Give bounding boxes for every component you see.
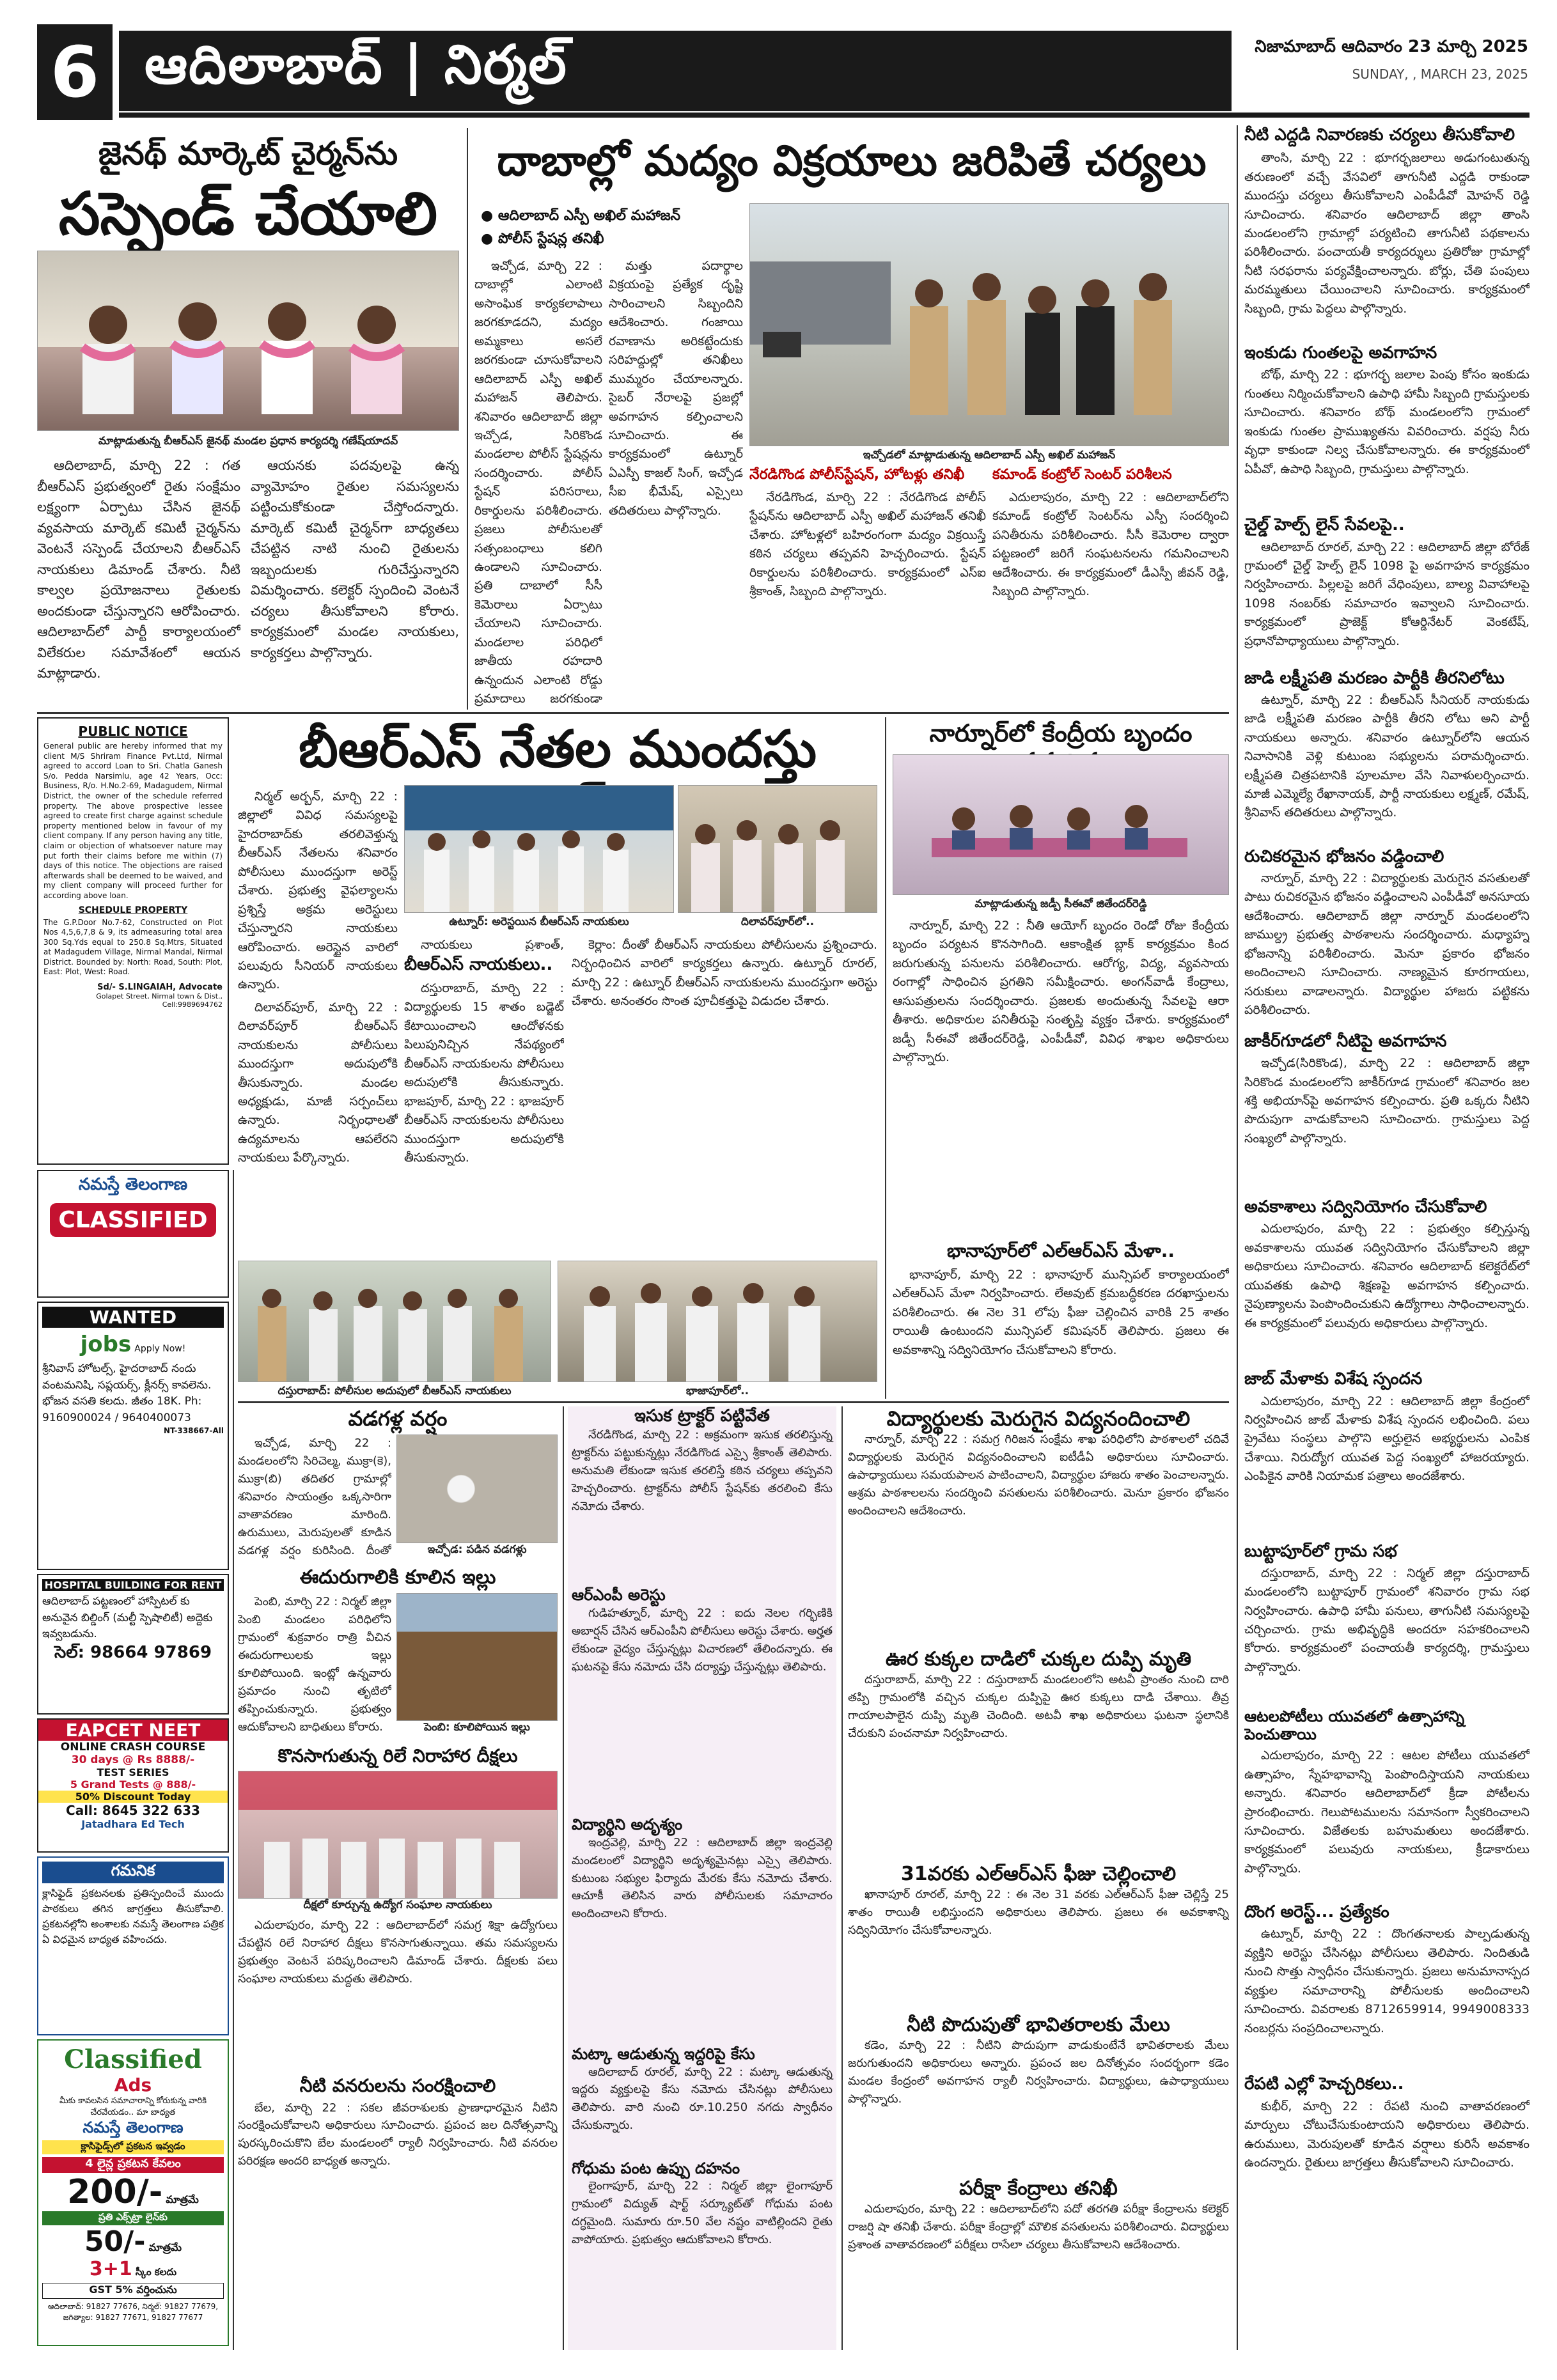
dhaba-bullet-2: ● పోలీస్ స్టేషన్ల తనిఖీ — [481, 231, 604, 247]
dhaba-text-4: ఎదులాపురం, మార్చి 22 : ఆదిలాబాద్‌లోని కమాండ్ కంట్రోల్ సెంటర్‌ను ఎస్పీ సందర్శించి పనితీరును పరిశీలించారు. సీసీ కెమెరాల ద్వారా పట్టణంలో జరిగే సంఘటనలను గమనించాలని ఆదేశించారు. ఈ కార్యక్రమంలో డీఎస్పీ జీవన్ రెడ్డి, సిబ్బంది పాల్గొన్నారు. — [992, 490, 1229, 599]
eapcet-title: EAPCET NEET — [38, 1720, 228, 1741]
hail-text: ఇచ్చోడ, మార్చి 22 : మండలంలోని సిరిచెల్మ, ముక్రా(కె), ముక్రా(బి) తదితర గ్రామాల్లో శనివారం సాయంత్రం ఒక్కసారిగా వాతావరణం మారింది. ఉరుములు, మెరుపులతో కూడిన వడగళ్ల వర్షం కురిసింది. దీంతో — [238, 1436, 391, 1557]
water-sub-5: రుచికరమైన భోజనం వడ్డించాలి — [1244, 846, 1444, 866]
save-water-headline: నీటి పొదుపుతో భావితరాలకు మేలు — [907, 2014, 1170, 2037]
water-sub-4: జాడి లక్ష్మీపతి మరణం పార్టీకి తీరనిలోటు — [1244, 668, 1505, 688]
deer-headline: ఊర కుక్కల దాడిలో చుక్కల దుప్పి మృతి — [885, 1648, 1192, 1671]
water-sub-8: జాబ్ మేళాకు విశేష స్పందన — [1244, 1369, 1423, 1389]
dhaba-photo-caption: ఇచ్చోడలో మాట్లాడుతున్న ఆదిలాబాద్ ఎస్పీ అఖిల్ మహాజన్ — [863, 449, 1116, 462]
lrs-text: ఖానాపూర్ రూరల్, మార్చి 22 : ఈ నెల 31 వరకు ఎల్ఆర్ఎస్ ఫీజు చెల్లిస్తే 25 శాతం రాయితీ లభిస్తుందని అధికారులు తెలిపారు. ప్రజలు ఈ అవకాశాన్ని సద్వినియోగం చేసుకోవాలన్నారు. — [848, 1888, 1229, 1938]
dhaba-body-col1 — [474, 257, 602, 710]
promo-50-suffix: మాత్రమే — [148, 2241, 182, 2254]
wanted-title: WANTED — [42, 1307, 224, 1328]
eapcet-test: TEST SERIES — [97, 1766, 169, 1778]
deer-text: దస్తురాబాద్, మార్చి 22 : దస్తురాబాద్ మండలంలోని అటవీ ప్రాంతం నుంచి దారి తప్పి గ్రామంలోకి వచ్చిన చుక్కల దుప్పిపై ఊర కుక్కలు దాడి చేశాయి. తీవ్ర గాయాలపాలైన దుప్పి మృతి చెందింది. అటవీ శాఖ అధికారులు ఘటనా స్థలానికి చేరుకుని పంచనామా నిర్వహించారు. — [848, 1673, 1229, 1741]
edu-body — [848, 1431, 1229, 1648]
jainath-body-col2 — [251, 455, 459, 711]
eapcet-call: Call: 8645 322 633 — [66, 1803, 200, 1818]
wanted-ad — [37, 1302, 229, 1570]
promo-line1: మీకు కావలసిన సమాచారాన్ని కోరుకున్న వారికి చేరవేయడం.. మా బాధ్యత — [59, 2096, 207, 2118]
brs-sub-1: బీఆర్ఎస్ నాయకులు.. — [404, 955, 553, 974]
notice-address: Golapet Street, Nirmal town & Dist., Cell:9989694762 — [96, 992, 223, 1009]
edu-headline: విద్యార్థులకు మెరుగైన విద్యనందించాలి — [886, 1406, 1191, 1431]
promo-50: 50/- — [84, 2225, 146, 2259]
house-text: పెంబి, మార్చి 22 : నిర్మల్ జిల్లా పెంబి మండలం పరిధిలోని గ్రామంలో శుక్రవారం రాత్రి వీచిన ఈదురుగాలులకు ఇల్లు కూలిపోయింది. ఇంట్లో ఉన్నవారు ప్రమాదం నుంచి తృటిలో తప్పించుకున్నారు. ప్రభుత్వం ఆదుకోవాలని బాధితులు కోరారు. — [238, 1595, 391, 1734]
eapcet-fee: 30 days @ Rs 8888/- — [71, 1754, 195, 1766]
water-body-9 — [1244, 1564, 1530, 1705]
water-sub-2: ఇంకుడు గుంతలపై అవగాహన — [1244, 343, 1437, 363]
hunger-photo — [238, 1771, 558, 1899]
notice-signer: Sd/- S.LINGAIAH, Advocate — [97, 983, 223, 993]
water-text-12: కుభీర్, మార్చి 22 : రేపటి నుంచి వాతావరణంలో మార్పులు చోటుచేసుకుంటాయని అధికారులు తెలిపారు. ఉరుములు, మెరుపులతో కూడిన వర్షాలు కురిసే అవకాశం ఉందన్నారు. రైతులు జాగ్రత్తలు తీసుకోవాలని సూచించారు. — [1244, 2099, 1530, 2170]
public-notice-title: PUBLIC NOTICE — [78, 724, 188, 739]
notice-box — [37, 1856, 229, 2035]
water-text-7: ఎదులాపురం, మార్చి 22 : ప్రభుత్వం కల్పిస్తున్న అవకాశాలను యువత సద్వినియోగం చేసుకోవాలని జిల్లా అధికారులు సూచించారు. శనివారం ఆదిలాబాద్ కలెక్టరేట్‌లో యువతకు ఉపాధి శిక్షణపై అవగాహన కల్పించారు. నైపుణ్యాలను పెంపొందించుకుని ఉద్యోగాలు సాధించాలన్నారు. ఈ కార్యక్రమంలో పలువురు అధికారులు పాల్గొన్నారు. — [1244, 1222, 1530, 1330]
water-body-6 — [1244, 1054, 1530, 1195]
edu-text: నార్నూర్, మార్చి 22 : సమగ్ర గిరిజన సంక్షేమ శాఖ పరిధిలోని పాఠశాలలో చదివే విద్యార్థులకు మెరుగైన విద్యనందించాలని ఐటీడీఏ అధికారులు సూచించారు. ఉపాధ్యాయులు సమయపాలన పాటించాలని, విద్యార్థుల హాజరు శాతం పెంచాలన్నారు. ఆశ్రమ పాఠశాలలను సందర్శించి వసతులను పరిశీలించారు. మెనూ ప్రకారం భోజనం అందించాలని ఆదేశించారు. — [848, 1433, 1229, 1518]
brs-text-2b: దస్తురాబాద్, మార్చి 22 : విద్యార్థులకు 15 శాతం బడ్జెట్ కేటాయించాలని ఆందోళనకు పిలుపునిచ్చిన నేపథ్యంలో బీఆర్ఎస్ నాయకులను పోలీసులు అదుపులోకి తీసుకున్నారు. భాజపూర్, మార్చి 22 : భాజపూర్ బీఆర్ఎస్ నాయకులను పోలీసులు ముందస్తుగా అదుపులోకి తీసుకున్నారు. — [404, 981, 564, 1165]
water-sub-11: దొంగ అరెస్ట్... ప్రత్యేకం — [1244, 1902, 1389, 1922]
press-meet-figures — [38, 251, 459, 431]
narnoor-photo — [893, 754, 1229, 895]
column-rule — [885, 717, 886, 1399]
house-photo — [396, 1593, 558, 1721]
matka-text: ఆదిలాబాద్ రూరల్, మార్చి 22 : మట్కా ఆడుతున్న ఇద్దరు వ్యక్తులపై కేసు నమోదు చేసినట్లు పోలీసులు తెలిపారు. వారి నుంచి రూ.10.250 నగదు స్వాధీనం చేసుకున్నారు. — [572, 2065, 833, 2133]
missing-text: ఇంద్రవెల్లి, మార్చి 22 : ఆదిలాబాద్ జిల్లా ఇంద్రవెల్లి మండలంలో విద్యార్థిని అదృశ్యమైనట్లు ఎస్సై తెలిపారు. కుటుంబ సభ్యుల ఫిర్యాదు మేరకు కేసు నమోదు చేశారు. ఆచూకీ తెలిసిన వారు పోలీసులకు సమాచారం అందించాలని కోరారు. — [572, 1835, 833, 1921]
water-text-3: ఆదిలాబాద్ రూరల్, మార్చి 22 : ఆదిలాబాద్ జిల్లా బోరేజ్ గ్రామంలో చైల్డ్ హెల్ప్ లైన్ 1098 పై అవగాహన కార్యక్రమం నిర్వహించారు. పిల్లలపై జరిగే వేధింపులు, బాల్య వివాహాలపై 1098 నంబర్‌కు సమాచారం ఇవ్వాలని సూచించారు. కార్యక్రమంలో ప్రాజెక్ట్ కోఆర్డినేటర్ వెంకటేష్, ప్రధానోపాధ్యాయులు పాల్గొన్నారు. — [1244, 540, 1530, 648]
column-rule — [467, 128, 468, 710]
tractor-text: నేరడిగొండ, మార్చి 22 : అక్రమంగా ఇసుక తరలిస్తున్న ట్రాక్టర్‌ను పట్టుకున్నట్లు నేరడిగొండ ఎస్సై శ్రీకాంత్ తెలిపారు. అనుమతి లేకుండా ఇసుక తరలిస్తే కఠిన చర్యలు తప్పవని హెచ్చరించారు. ట్రాక్టర్‌ను పోలీస్ స్టేషన్‌కు తరలించి కేసు నమోదు చేశారు. — [572, 1428, 833, 1513]
rmp-text: గుడిహత్నూర్, మార్చి 22 : ఐదు నెలల గర్భిణికి అబార్షన్ చేసిన ఆర్ఎంపీని పోలీసులు అరెస్టు చేశారు. అర్హత లేకుండా వైద్యం చేస్తున్నట్లు విచారణలో తేలిందన్నారు. ఈ ఘటనపై కేసు నమోదు చేసి దర్యాప్తు చేస్తున్నట్లు తెలిపారు. — [572, 1606, 833, 1674]
schedule-title: SCHEDULE PROPERTY — [78, 905, 188, 915]
classified-brand: నమస్తే తెలంగాణ — [78, 1175, 188, 1194]
water-sub-3: చైల్డ్ హెల్ప్ లైన్ సేవలపై.. — [1244, 515, 1405, 535]
section-rule — [238, 1401, 1229, 1403]
eapcet-test2: 5 Grand Tests @ 888/- — [70, 1778, 196, 1791]
rmp-headline: ఆర్ఎంపీ అరెస్టు — [572, 1586, 666, 1605]
eapcet-ad — [37, 1718, 229, 1853]
brs-caption-1: ఉట్నూర్: అరెస్టయిన బీఆర్ఎస్ నాయకులు — [449, 915, 629, 928]
brs-text-1b: దిలావర్‌పూర్, మార్చి 22 : దిలావర్‌పూర్ బీఆర్ఎస్ నాయకులను పోలీసులు ముందస్తుగా అదుపులోకి తీసుకున్నారు. మండల అధ్యక్షుడు, మాజీ సర్పంచ్‌లు ఉన్నారు. నిర్బంధాలతో ఉద్యమాలను ఆపలేరని నాయకులు పేర్కొన్నారు. — [238, 1000, 398, 1165]
water-sub-9: బుట్టాపూర్‌లో గ్రామ సభ — [1244, 1541, 1397, 1561]
promo-phones: ఆదిలాబాద్: 91827 77676, నిర్మల్: 91827 77679, జగిత్యాల: 91827 77671, 91827 77677 — [47, 2302, 219, 2322]
dhaba-text-3: నేరడిగొండ, మార్చి 22 : నేరడిగొండ పోలీస్ స్టేషన్‌ను ఆదిలాబాద్ ఎస్పీ అఖిల్ మహాజన్ తనిఖీ చేశారు. హోటళ్లలో బహిరంగంగా మద్యం విక్రయిస్తే కఠిన చర్యలు తప్పవని హెచ్చరించారు. స్టేషన్ రికార్డులను పరిశీలించారు. కార్యక్రమంలో ఎస్ఐ శ్రీకాంత్, సిబ్బంది పాల్గొన్నారు. — [749, 490, 986, 599]
promo-extra: ప్రతి ఎక్స్‌ట్రా లైన్‌కు — [42, 2211, 224, 2225]
bhajapur-figures — [558, 1261, 877, 1382]
right-column — [1244, 125, 1530, 2350]
water-text: తాంసి, మార్చి 22 : భూగర్భజలాలు అడుగంటుతున్న తరుణంలో వచ్చే వేసవిలో తాగునీటి ఎద్దడి రాకుండా ముందస్తు చర్యలు తీసుకోవాలని ఎంపీడీవో మోహన్ రెడ్డి సూచించారు. శనివారం ఆదిలాబాద్ జిల్లా తాంసి మండలంలోని గ్రామాల్లో పర్యటించి తాగునీటి పథకాలను పరిశీలించారు. పంచాయతీ కార్యదర్శులు ప్రతిరోజు గ్రామాల్లో నీటి సరఫరాను పర్యవేక్షించాలన్నారు. బోర్లు, చేతి పంపులు మరమ్మతులు చేయించాలని సూచించారు. కార్యక్రమంలో సిబ్బంది, గ్రామ పెద్దలు పాల్గొన్నారు. — [1244, 151, 1530, 316]
eapcet-sub: ONLINE CRASH COURSE — [60, 1741, 206, 1754]
hail-column — [238, 1406, 558, 2350]
missing-body — [568, 1834, 836, 2045]
eapcet-brand: Jatadhara Ed Tech — [81, 1818, 185, 1830]
water-body-3 — [1244, 538, 1530, 666]
brs-body-col2 — [404, 979, 564, 1261]
promo-200: 200/- — [67, 2173, 163, 2212]
dhaba-text-1: ఇచ్చోడ, మార్చి 22 : దాబాల్లో ఎలాంటి అసాంఘిక కార్యకలాపాలు జరగకూడదని, మద్యం అమ్మకాలు అసలే జరగకుండా చూసుకోవాలని ఆదిలాబాద్ ఎస్పీ అఖిల్ మహాజన్ తెలిపారు. శనివారం ఆదిలాబాద్ జిల్లా ఇచ్చోడ, సిరికొండ మండలాల పోలీస్ స్టేషన్లను సందర్శించారు. పోలీస్ స్టేషన్ పరిసరాలు, రికార్డులను పరిశీలించారు. ప్రజలు పోలీసులతో సత్సంబంధాలు కలిగి ఉండాలని సూచించారు. ప్రతి దాబాలో సీసీ కెమెరాలు ఏర్పాటు చేయాలని సూచించారు. మండలాల పరిధిలో జాతీయ రహదారి ఉన్నందున ఎలాంటి రోడ్డు ప్రమాదాలు జరగకుండా — [474, 259, 602, 706]
dhaba-sub-neradigonda: నేరడిగొండ పోలీస్‌స్టేషన్, హోటళ్లు తనిఖీ — [749, 467, 965, 483]
water-text-5: నార్నూర్, మార్చి 22 : విద్యార్థులకు మెరుగైన వసతులతో పాటు రుచికరమైన భోజనం వడ్డించాలని ఎంపీడీవో అనసూయ ఆదేశించారు. ఆదిలాబాద్ జిల్లా నార్నూర్ మండలంలోని జాముల్ద్ర ప్రభుత్వ పాఠశాలను సందర్శించారు. మధ్యాహ్న భోజనాన్ని పరిశీలించారు. మెనూ ప్రకారం భోజనం అందించాలని సూచించారు. నాణ్యమైన కూరగాయలు, సరుకులు వాడాలన్నారు. విద్యార్థుల హాజరు పట్టికను పరిశీలించారు. — [1244, 871, 1530, 1017]
water-text-4: ఉట్నూర్, మార్చి 22 : బీఆర్ఎస్ సీనియర్ నాయకుడు జాడి లక్ష్మీపతి మరణం పార్టీకి తీరని లోటు అని పార్టీ నాయకులు అన్నారు. శనివారం ఉట్నూర్‌లోని ఆయన నివాసానికి వెళ్లి కుటుంబ సభ్యులను పరామర్శించారు. లక్ష్మీపతి చిత్రపటానికి పూలమాల వేసి నివాళులర్పించారు. మాజీ ఎమ్మెల్యే రేఖానాయక్, పార్టీ నాయకులు లక్ష్మణ్, రమేష్, శ్రీనివాస్ తదితరులు పాల్గొన్నారు. — [1244, 692, 1530, 820]
hunger-body — [238, 1917, 558, 2070]
narnoor-sub: భానాపూర్‌లో ఎల్ఆర్ఎస్ మేళా.. — [946, 1240, 1175, 1261]
hunger-text: ఎదులాపురం, మార్చి 22 : ఆదిలాబాద్‌లో సమగ్ర శిక్షా ఉద్యోగులు చేపట్టిన రిలే నిరాహార దీక్షలు కొనసాగుతున్నాయి. తమ సమస్యలను ప్రభుత్వం వెంటనే పరిష్కరించాలని డిమాండ్ చేశారు. దీక్షలకు పలు సంఘాల నాయకులు మద్దతు తెలిపారు. — [238, 1918, 558, 1986]
jainath-body-col1 — [37, 455, 240, 711]
narnoor-body-2 — [893, 1266, 1229, 1394]
wheat-body — [568, 2177, 836, 2286]
brs-text-3: కెర్లాం: దీంతో బీఆర్ఎస్ నాయకులు పోలీసులను ప్రశ్నించారు. నిర్బంధించిన వారిలో కార్యకర్తలు ఉన్నారు. ఉట్నూర్ రూరల్, మార్చి 22 : ఉట్నూర్ బీఆర్ఎస్ నాయకులను ముందస్తుగా అరెస్టు చేశారు. అనంతరం సొంత పూచీకత్తుపై విడుదల చేశారు. — [572, 938, 877, 1009]
public-notice — [37, 717, 229, 1165]
water-body-12 — [1244, 2097, 1530, 2200]
column-rule — [233, 1170, 234, 2350]
classifieds-column — [37, 1170, 229, 2350]
brs-text-1: నిర్మల్ అర్బన్, మార్చి 22 : జిల్లాలో వివిధ సమస్యలపై హైదరాబాద్‌కు తరలివెళ్తున్న బీఆర్ఎస్ నేతలను శనివారం పోలీసులు ముందస్తుగా అరెస్ట్ చేశారు. ప్రభుత్వ వైఫల్యాలను ప్రశ్నిస్తే అక్రమ అరెస్టులు చేస్తున్నారని నాయకులు ఆరోపించారు. అరెస్టైన వారిలో పలువురు సీనియర్ నాయకులు ఉన్నారు. — [238, 789, 398, 992]
dhaba-body-col2 — [609, 257, 743, 710]
brs-photo-1 — [404, 785, 674, 913]
dasturabad-police-figures — [239, 1261, 551, 1382]
missing-headline: విద్యార్థిని అదృశ్యం — [572, 1815, 683, 1833]
deer-body — [848, 1671, 1229, 1863]
brs-text-2: నాయకులు ప్రశాంత్, — [421, 938, 564, 951]
hunger-headline: కొనసాగుతున్న రిలే నిరాహార దీక్షలు — [278, 1745, 518, 1767]
promo-gst: GST 5% వర్తించును — [42, 2283, 224, 2299]
water-body-7 — [1244, 1220, 1530, 1367]
water-sub-10: ఆటలపోటీలు యువతలో ఉత్సాహాన్ని పెంచుతాయి — [1244, 1707, 1465, 1744]
water-resources-body — [238, 2099, 558, 2227]
hospital-phone: సెల్: 98664 97869 — [54, 1642, 212, 1662]
water-sub-6: జాకీర్‌గూడలో నీటిపై అవగాహన — [1244, 1031, 1447, 1051]
brs-photo-3 — [238, 1261, 551, 1382]
dhaba-photo — [749, 203, 1229, 446]
lrs-headline: 31వరకు ఎల్ఆర్ఎస్ ఫీజు చెల్లించాలి — [900, 1863, 1177, 1886]
tractor-body — [568, 1426, 836, 1586]
dhaba-headline: దాబాల్లో మద్యం విక్రయాలు జరిపితే చర్యలు — [497, 136, 1207, 185]
dhaba-text-2: మత్తు పదార్థాల విక్రయంపై ప్రత్యేక దృష్టి సారించాలని సిబ్బందిని ఆదేశించారు. గంజాయి రవాణాను అరికట్టేందుకు సరిహద్దుల్లో తనిఖీలు ముమ్మరం చేయాలన్నారు. సైబర్ నేరాలపై ప్రజల్లో అవగాహన కల్పించాలని సూచించారు. ఈ కార్యక్రమంలో ఉట్నూర్ ఏఎస్పీ కాజల్ సింగ్, ఇచ్చోడ సీఐ భీమేష్, ఎస్సైలు తదితరులు పాల్గొన్నారు. — [609, 259, 743, 518]
promo-4lines: 4 లైన్ల ప్రకటన కేవలం — [42, 2157, 224, 2173]
classified-label: CLASSIFIED — [50, 1203, 216, 1237]
dhaba-bullet-2-text: పోలీస్ స్టేషన్ల తనిఖీ — [497, 231, 604, 247]
house-body — [238, 1593, 391, 1740]
brs-body-col2-top — [404, 936, 564, 951]
wheat-headline: గోధుమ పంట ఉప్పు దహనం — [572, 2159, 740, 2177]
water-resources-headline: నీటి వనరులను సంరక్షించాలి — [299, 2074, 496, 2096]
notice-title: గమనిక — [42, 1862, 224, 1883]
narnoor-headline: నార్నూర్‌లో కేంద్రీయ బృందం — [929, 719, 1193, 747]
hospital-body: ఆదిలాబాద్ పట్టణంలో హాస్పిటల్ కు అనువైన బిల్డింగ్ (మల్టీ స్పెషాలిటీ) అద్దెకు ఇవ్వబడును. — [42, 1595, 213, 1640]
save-water-body — [848, 2037, 1229, 2177]
jainath-headline-2: సస్పెండ్ చేయాలి — [58, 180, 438, 248]
brs-photo-2 — [678, 785, 877, 913]
dilawarpur-figures — [678, 786, 877, 913]
promo-ads: Ads — [114, 2074, 152, 2096]
page-title: ఆదిలాబాద్ | నిర్మల్ — [119, 31, 1232, 111]
hail-photo — [396, 1435, 558, 1543]
water-resources-text: బేల, మార్చి 22 : సకల జీవరాశులకు ప్రాణాధారమైన నీటిని సంరక్షించుకోవాలని అధికారులు సూచించారు. ప్రపంచ జల దినోత్సవాన్ని పురస్కరించుకొని బేల మండలంలో ర్యాలీ నిర్వహించారు. నీటి వనరుల పరిరక్షణ అందరి బాధ్యత అన్నారు. — [238, 2101, 558, 2168]
save-water-text: కడెం, మార్చి 22 : నీటిని పొదుపుగా వాడుకుంటేనే భావితరాలకు మేలు జరుగుతుందని అధికారులు అన్నారు. ప్రపంచ జల దినోత్సవం సందర్భంగా కడెం మండల కేంద్రంలో అవగాహన ర్యాలీ నిర్వహించారు. విద్యార్థులు, ఉపాధ్యాయులు పాల్గొన్నారు. — [848, 2039, 1229, 2106]
dhaba-sub-command: కమాండ్ కంట్రోల్ సెంటర్ పరిశీలన — [992, 467, 1172, 483]
column-rule — [563, 1406, 564, 2350]
water-body-10 — [1244, 1746, 1530, 1900]
education-column — [848, 1406, 1229, 2350]
water-text-10: ఎదులాపురం, మార్చి 22 : ఆటల పోటీలు యువతలో ఉత్సాహం, స్నేహభావాన్ని పెంపొందిస్తాయని నాయకులు అన్నారు. శనివారం ఆదిలాబాద్‌లో క్రీడా పోటీలను ప్రారంభించారు. గెలుపోటములను సమానంగా స్వీకరించాలని సూచించారు. విజేతలకు బహుమతులు అందజేశారు. కార్యక్రమంలో పలువురు నాయకులు, క్రీడాకారులు పాల్గొన్నారు. — [1244, 1748, 1530, 1876]
classified-ads-promo — [37, 2039, 229, 2346]
dhaba-bullet-1-text: ఆదిలాబాద్ ఎస్పీ అఖిల్ మహాజన్ — [497, 208, 681, 224]
promo-31: 3+1 — [89, 2258, 132, 2281]
promo-31-suffix: స్కీం కలదు — [135, 2266, 177, 2278]
matka-body — [568, 2064, 836, 2159]
promo-title: Classified — [64, 2044, 202, 2074]
notice-body: క్లాసిఫైడ్ ప్రకటనలకు ప్రతిస్పందించే ముందు పాఠకులు తగిన జాగ్రత్తలు తీసుకోవాలి. ప్రకటనల్లోని అంశాలకు నమస్తే తెలంగాణ పత్రిక ఏ విధమైన బాధ్యత వహించదు. — [42, 1887, 224, 1945]
eapcet-discount: 50% Discount Today — [38, 1791, 228, 1803]
water-body-8 — [1244, 1392, 1530, 1539]
water-body — [1244, 149, 1530, 341]
schedule-body: The G.P.Door No.7-62, Constructed on Plot Nos 4,5,6,7,8 & 9, its admeasuring total area 300 Sq.Yds equal to 250.8 Sq.Mtrs, Situated at Madagudem Village, Nirmal Mandal, Nirmal District. Bounded by: North: Road, South: Plot, East: Plot, West: Road. — [43, 917, 223, 977]
meeting-figures — [893, 755, 1229, 895]
water-headline: నీటి ఎద్దడి నివారణకు చర్యలు తీసుకోవాలి — [1244, 125, 1515, 144]
narnoor-body — [893, 917, 1229, 1236]
water-text-9: దస్తురాబాద్, మార్చి 22 : నిర్మల్ జిల్లా దస్తురాబాద్ మండలంలోని బుట్టాపూర్ గ్రామంలో శనివారం గ్రామ సభ నిర్వహించారు. ఉపాధి హామీ పనులు, తాగునీటి సమస్యలపై చర్చించారు. గ్రామ అభివృద్ధికి అందరూ సహకరించాలని కోరారు. కార్యక్రమంలో పంచాయతీ కార్యదర్శి, గ్రామస్తులు పాల్గొన్నారు. — [1244, 1566, 1530, 1674]
exam-text: ఎదులాపురం, మార్చి 22 : ఆదిలాబాద్‌లోని పదో తరగతి పరీక్షా కేంద్రాలను కలెక్టర్ రాజర్షి షా తనిఖీ చేశారు. పరీక్షా కేంద్రాల్లో మౌలిక వసతులను పరిశీలించారు. విద్యార్థులు ప్రశాంత వాతావరణంలో పరీక్షలు రాసేలా చర్యలు తీసుకోవాలని ఆదేశించారు. — [848, 2202, 1229, 2252]
brs-body-col3 — [572, 936, 877, 1261]
promo-brand: నమస్తే తెలంగాణ — [82, 2119, 184, 2137]
exam-body — [848, 2200, 1229, 2309]
brs-photo-4 — [558, 1261, 877, 1382]
hospital-title: HOSPITAL BUILDING FOR RENT — [42, 1579, 224, 1591]
house-caption: పెంబి: కూలిపోయిన ఇల్లు — [424, 1721, 530, 1734]
promo-sub: క్లాసిఫైడ్స్‌లో ప్రకటన ఇవ్వడం — [42, 2140, 224, 2154]
jobs-logo: jobs — [80, 1332, 132, 1357]
masthead-rule — [119, 113, 1530, 118]
jainath-photo — [37, 251, 459, 431]
exam-headline: పరీక్షా కేంద్రాలు తనిఖీ — [959, 2177, 1118, 2200]
dhaba-body-col4 — [992, 488, 1229, 710]
column-rule — [1237, 125, 1238, 2350]
matka-headline: మట్కా ఆడుతున్న ఇద్దరిపై కేసు — [572, 2044, 755, 2063]
brs-caption-4: భాజాపూర్‌లో.. — [685, 1385, 749, 1397]
narnoor-text-2: భానాపూర్, మార్చి 22 : భానాపూర్ మున్సిపల్ కార్యాలయంలో ఎల్ఆర్ఎస్ మేళా నిర్వహించారు. లేఅవుట్ క్రమబద్ధీకరణ దరఖాస్తులను పరిశీలించారు. ఈ నెల 31 లోపు ఫీజు చెల్లించిన వారికి 25 శాతం రాయితీ ఉంటుందని మున్సిపల్ కమిషనర్ తెలిపారు. ప్రజలు ఈ అవకాశాన్ని సద్వినియోగం చేసుకోవాలని కోరారు. — [893, 1268, 1229, 1357]
water-text-2: బోథ్, మార్చి 22 : భూగర్భ జలాల పెంపు కోసం ఇంకుడు గుంతలు నిర్మించుకోవాలని ఉపాధి హామీ సిబ్బంది గ్రామస్తులకు సూచించారు. శనివారం బోథ్ మండలంలోని గ్రామంలో ఇంకుడు గుంతల ప్రాముఖ్యతను వివరించారు. వర్షపు నీరు వృధా కాకుండా నిల్వ చేసుకోవాలన్నారు. ఈ కార్యక్రమంలో ఏపీవో, ఉపాధి సిబ్బంది, గ్రామస్తులు పాల్గొన్నారు. — [1244, 368, 1530, 476]
jainath-headline-1: జైనథ్ మార్కెట్ చైర్మన్‌ను — [98, 135, 398, 172]
water-body-2 — [1244, 366, 1530, 513]
brs-body-col1 — [238, 788, 398, 1261]
jainath-text-1: ఆదిలాబాద్, మార్చి 22 : గత బీఆర్ఎస్ ప్రభుత్వంలో రైతు సంక్షేమం లక్ష్యంగా ఏర్పాటు చేసిన జైనథ్ వ్యవసాయ మార్కెట్ కమిటీ చైర్మన్‌ను వెంటనే సస్పెండ్ చేయాలని బీఆర్ఎస్ నాయకులు డిమాండ్ చేశారు. నీటి కాల్వల ప్రయోజనాలు రైతులకు అందకుండా చేస్తున్నారని ఆరోపించారు. ఆదిలాబాద్‌లో పార్టీ కార్యాలయంలో విలేకరుల సమావేశంలో ఆయన మాట్లాడారు. — [37, 458, 240, 681]
tractor-headline: ఇసుక ట్రాక్టర్ పట్టివేత — [634, 1406, 770, 1426]
water-sub-7: అవకాశాలు సద్వినియోగం చేసుకోవాలి — [1244, 1197, 1487, 1217]
dhaba-body-col3 — [749, 488, 986, 710]
house-headline: ఈదురుగాలికి కూలిన ఇల్లు — [299, 1566, 496, 1589]
water-body-4 — [1244, 691, 1530, 844]
jainath-caption: మాట్లాడుతున్న బీఆర్ఎస్ జైనథ్ మండల ప్రధాన కార్యదర్శి గణేష్‌యాదవ్ — [98, 435, 398, 447]
wanted-code: NT-338667-All — [163, 1426, 224, 1435]
hail-caption: ఇచ్చోడ: పడిన వడగళ్లు — [427, 1543, 527, 1557]
hail-headline: వడగళ్ల వర్షం — [348, 1406, 448, 1431]
jainath-text-2: ఆయనకు పదవులపై ఉన్న వ్యామోహం రైతుల సమస్యలను పట్టించుకోకుండా చేస్తోందన్నారు. మార్కెట్ కమిటీ చైర్మన్‌గా బాధ్యతలు చేపట్టిన నాటి నుంచి రైతులను ఇబ్బందులకు గురిచేస్తున్నారని విమర్శించారు. కలెక్టర్ స్పందించి వెంటనే చర్యలు తీసుకోవాలని కోరారు. కార్యక్రమంలో మండల నాయకులు, కార్యకర్తలు పాల్గొన్నారు. — [251, 458, 459, 660]
arrested-leaders-figures — [405, 786, 674, 913]
wheat-text: లైంగాపూర్, మార్చి 22 : నిర్మల్ జిల్లా లైంగాపూర్ గ్రామంలో విద్యుత్ షార్ట్ సర్క్యూట్‌తో గోధుమ పంట దగ్ధమైంది. సుమారు రూ.50 వేల నష్టం వాటిల్లిందని రైతు వాపోయారు. ప్రభుత్వం ఆదుకోవాలని కోరారు. — [572, 2179, 833, 2247]
edition-date-telugu: నిజామాబాద్ ఆదివారం 23 మార్చి 2025 — [1255, 37, 1528, 56]
lrs-body — [848, 1886, 1229, 2014]
water-body-5 — [1244, 869, 1530, 1029]
section-rule — [37, 712, 1229, 714]
water-text-11: ఉట్నూర్, మార్చి 22 : దొంగతనాలకు పాల్పడుతున్న వ్యక్తిని అరెస్టు చేసినట్లు పోలీసులు తెలిపారు. నిందితుడి నుంచి సొత్తు స్వాధీనం చేసుకున్నారు. ప్రజలు అనుమానాస్పద వ్యక్తుల సమాచారాన్ని పోలీసులకు అందించాలని సూచించారు. వివరాలకు 8712659914, 9949008333 నంబర్లను సంప్రదించాలన్నారు. — [1244, 1927, 1530, 2035]
police-inspection-figures — [750, 204, 1229, 446]
dhaba-bullet-1: ● ఆదిలాబాద్ ఎస్పీ అఖిల్ మహాజన్ — [481, 208, 681, 224]
narnoor-caption: మాట్లాడుతున్న జడ్పీ సీఈవో జితేందర్‌రెడ్డి — [974, 898, 1147, 910]
edition-date-english: SUNDAY, , MARCH 23, 2025 — [1352, 66, 1528, 82]
water-body-11 — [1244, 1925, 1530, 2072]
water-text-8: ఎదులాపురం, మార్చి 22 : ఆదిలాబాద్ జిల్లా కేంద్రంలో నిర్వహించిన జాబ్ మేళాకు విశేష స్పందన లభించింది. పలు ప్రైవేటు సంస్థలు పాల్గొని అర్హులైన అభ్యర్థులను ఎంపిక చేశాయి. నిరుద్యోగ యువత పెద్ద సంఖ్యలో హాజరయ్యారు. ఎంపికైన వారికి నియామక పత్రాలు అందజేశారు. — [1244, 1394, 1530, 1484]
column-rule — [841, 1406, 843, 2350]
public-notice-body: General public are hereby informed that my client M/S Shriram Finance Pvt.Ltd, Nirmal agreed to accord Loan to Sri. Chatla Ganesh S/o. Pedda Narsimlu, age 42 Years, Occ: Business, R/o. H.No.2-69, Madagudem, Nirmal District, the owner of the schedule referred property. The above prospective lessee agreed to create first charge against schedule property mentioned below in favour of my client company. If any person having any title, claim or objection of whatsoever nature may put forth their claims before me within (7) days of this notice. The objections are raised afterwards shall be deemed to be waived, and my client company will proceed further for according above loan. — [43, 742, 223, 900]
hospital-ad — [37, 1574, 229, 1715]
hunger-caption: దీక్షలో కూర్చున్న ఉద్యోగ సంఘాల నాయకులు — [303, 1898, 492, 1911]
page-number: 6 — [37, 24, 113, 120]
rmp-body — [568, 1605, 836, 1816]
jobs-sub: Apply Now! — [134, 1344, 186, 1354]
brs-caption-2: దిలావర్‌పూర్‌లో.. — [740, 915, 815, 928]
promo-200-suffix: మాత్రమే — [166, 2193, 199, 2206]
water-sub-12: రేపటి ఎల్లో హెచ్చరికలు.. — [1244, 2074, 1404, 2094]
classified-banner — [37, 1170, 229, 1298]
hail-body — [238, 1435, 391, 1562]
brs-caption-3: దస్తురాబాద్: పోలీసుల అదుపులో బీఆర్ఎస్ నాయకులు — [278, 1385, 512, 1397]
wanted-body: శ్రీనివాస్ హోటల్స్, హైదరాబాద్ నందు వంటమనిషి, సప్లయర్స్, క్లీనర్స్ కావలెను. భోజన వసతి కలదు. జీతం 18K. Ph: 9160900024 / 9640400073 — [42, 1362, 212, 1424]
hunger-strike-figures — [239, 1771, 558, 1899]
crime-column — [568, 1406, 836, 2350]
narnoor-text: నార్నూర్, మార్చి 22 : నీతి ఆయోగ్ బృందం రెండో రోజు కేంద్రీయ బృందం పర్యటన కొనసాగింది. ఆకాంక్షిత బ్లాక్ కార్యక్రమం కింద జరుగుతున్న పనులను పరిశీలించారు. ఆరోగ్య, విద్య, వ్యవసాయ రంగాల్లో సాధించిన ప్రగతిని సమీక్షించారు. అంగన్‌వాడీ కేంద్రాలు, ఆసుపత్రులను సందర్శించారు. ప్రజలకు అందుతున్న సేవలపై ఆరా తీశారు. అధికారుల పనితీరుపై సంతృప్తి వ్యక్తం చేశారు. కార్యక్రమంలో జడ్పీ సీఈవో జితేందర్‌రెడ్డి, ఎంపీడీవో, వివిధ శాఖల అధికారులు పాల్గొన్నారు. — [893, 919, 1229, 1065]
water-text-6: ఇచ్చోడ(సిరికొండ), మార్చి 22 : ఆదిలాబాద్ జిల్లా సిరికొండ మండలంలోని జాకీర్‌గూడ గ్రామంలో శనివారం జల శక్తి అభియాన్‌పై అవగాహన కల్పించారు. ప్రతి ఒక్కరు నీటిని పొదుపుగా వాడుకోవాలని సూచించారు. గ్రామస్తులు పెద్ద సంఖ్యలో పాల్గొన్నారు. — [1244, 1056, 1530, 1146]
brs-headline: బీఆర్ఎస్ నేతల ముందస్తు — [298, 719, 817, 779]
